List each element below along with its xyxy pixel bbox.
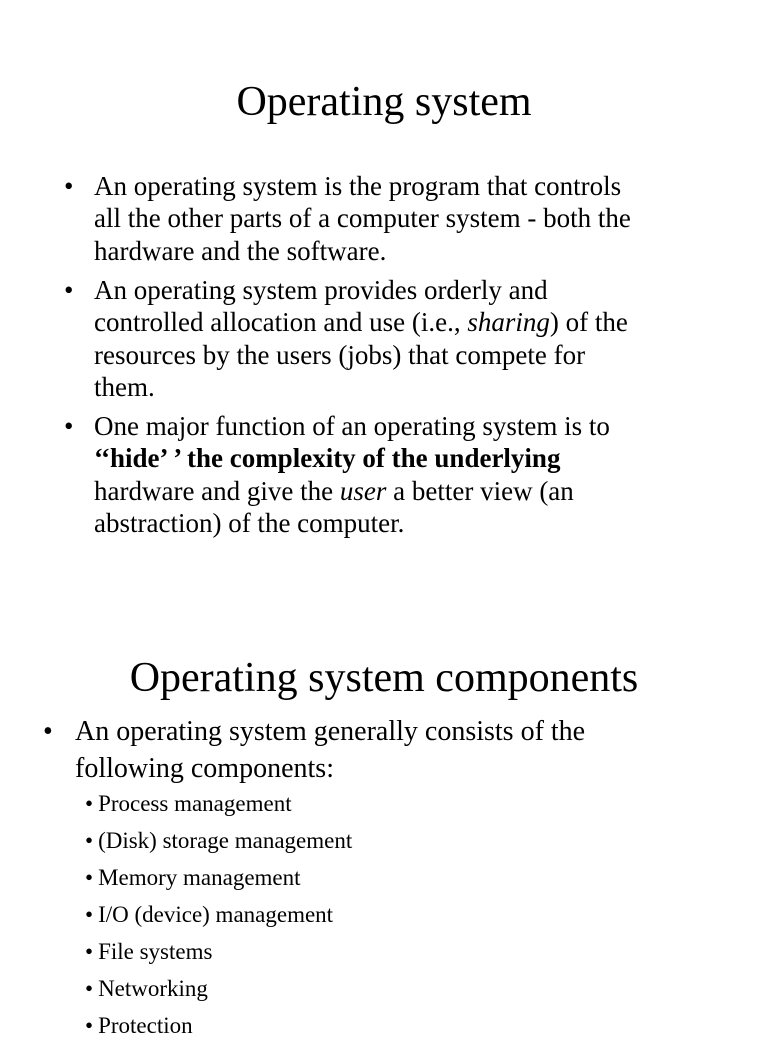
component-item	[85, 975, 208, 1003]
component-item	[85, 938, 212, 966]
text-run: controlled allocation and use (i.e.,	[94, 307, 468, 338]
component-label: File systems	[98, 939, 213, 964]
bullet-text-line: One major function of an operating system is to	[94, 411, 610, 441]
slide-operating-system-components	[0, 620, 768, 1038]
emphasis-hide: ‘‘hide’ ’ the complexity of the underlying	[94, 443, 561, 474]
bullet-text-line: An operating system provides orderly and	[94, 275, 548, 305]
component-label: Memory management	[98, 865, 301, 890]
text-run: ) of the	[549, 307, 628, 338]
bullet-item	[64, 274, 628, 403]
bullet-item	[43, 713, 586, 787]
bullet-icon: •	[64, 275, 74, 305]
bullet-icon: •	[85, 865, 94, 890]
bullet-text-line	[94, 306, 628, 338]
bullet-icon: •	[85, 902, 94, 927]
component-item	[85, 827, 352, 855]
component-label: Process management	[98, 791, 292, 816]
bullet-text-line: all the other parts of a computer system - both the	[94, 203, 631, 234]
bullet-icon: •	[85, 939, 94, 964]
bullet-text-line: An operating system generally consists of the	[75, 716, 586, 747]
bullet-icon: •	[43, 716, 53, 747]
component-item	[85, 864, 301, 892]
component-label: Networking	[98, 976, 208, 1001]
text-run: hardware and give the	[94, 475, 340, 506]
bullet-text-line	[94, 475, 610, 507]
bullet-item	[64, 410, 610, 539]
bullet-icon: •	[64, 171, 74, 201]
text-run: a better view (an	[386, 475, 574, 506]
component-item	[85, 1012, 193, 1040]
component-label: I/O (device) management	[98, 902, 334, 927]
bullet-text-line: resources by the users (jobs) that compete for	[94, 339, 586, 370]
bullet-item	[64, 170, 631, 267]
slide-title: Operating system components	[129, 655, 639, 701]
emphasis-user: user	[339, 475, 387, 506]
component-item	[85, 901, 333, 929]
bullet-text-line: hardware and the software.	[94, 235, 387, 266]
component-item	[85, 790, 292, 818]
bullet-icon: •	[85, 791, 94, 816]
bullet-icon: •	[85, 828, 94, 853]
emphasis-sharing: sharing	[467, 307, 550, 338]
bullet-icon: •	[64, 411, 74, 441]
slide-title: Operating system	[236, 79, 532, 125]
bullet-text-line: abstraction) of the computer.	[94, 507, 405, 538]
bullet-icon: •	[85, 976, 94, 1001]
component-label: (Disk) storage management	[98, 828, 353, 853]
bullet-icon: •	[85, 1013, 94, 1038]
bullet-text-line: following components:	[75, 753, 334, 784]
component-label: Protection	[98, 1013, 193, 1038]
bullet-text-line: An operating system is the program that controls	[94, 171, 622, 201]
bullet-text-line: them.	[94, 371, 155, 402]
